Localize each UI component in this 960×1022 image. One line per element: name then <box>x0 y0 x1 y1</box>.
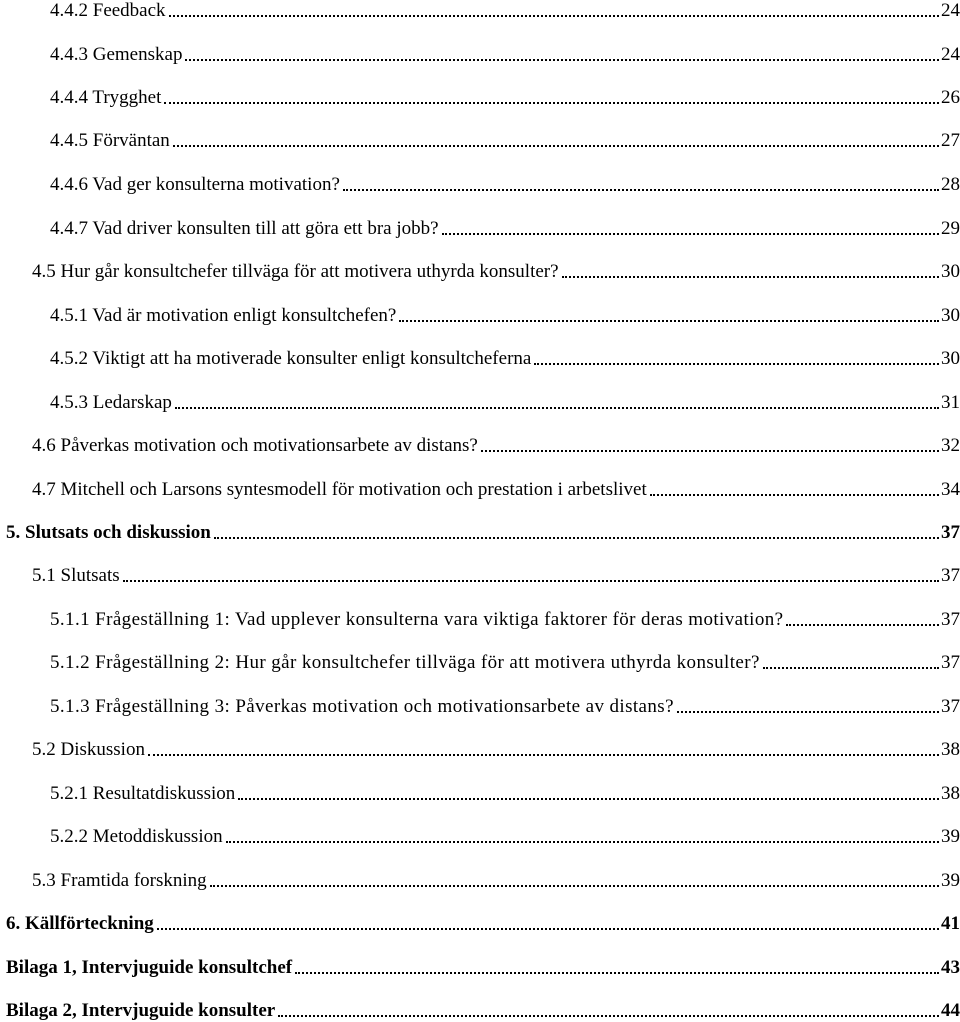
toc-page-number: 37 <box>941 696 960 717</box>
toc-page-number: 37 <box>941 652 960 673</box>
toc-entry-4-7[interactable] <box>0 471 960 501</box>
toc-entry-4-4-4[interactable] <box>0 79 960 109</box>
toc-entry-5-1-3[interactable] <box>0 688 960 718</box>
toc-entry-5-2-1[interactable] <box>0 775 960 805</box>
toc-entry-5-1-1[interactable] <box>0 601 960 631</box>
toc-entry-title: 5.1.1 Frågeställning 1: Vad upplever konsulterna vara viktiga faktorer för deras motivation? <box>50 609 784 630</box>
toc-entry-title: 4.5.3 Ledarskap <box>50 392 172 413</box>
toc-entry-5-2-2[interactable] <box>0 818 960 848</box>
dot-leader <box>175 407 939 409</box>
dot-leader <box>238 798 939 800</box>
dot-leader <box>442 233 939 235</box>
toc-page-number: 29 <box>941 218 960 239</box>
toc-entry-6[interactable] <box>0 905 960 935</box>
toc-page-number: 39 <box>941 870 960 891</box>
toc-entry-title: 4.4.5 Förväntan <box>50 130 170 151</box>
toc-entry-title: 4.4.7 Vad driver konsulten till att göra ett bra jobb? <box>50 218 439 239</box>
toc-page-number: 27 <box>941 130 960 151</box>
toc-entry-title: 5.3 Framtida forskning <box>32 870 207 891</box>
toc-entry-title: 4.6 Påverkas motivation och motivationsarbete av distans? <box>32 435 478 456</box>
toc-entry-title: 5.2.2 Metoddiskussion <box>50 826 223 847</box>
dot-leader <box>278 1015 939 1017</box>
toc-page-number: 34 <box>941 479 960 500</box>
toc-entry-title: 5.1 Slutsats <box>32 565 120 586</box>
toc-entry-title: Bilaga 2, Intervjuguide konsulter <box>6 1000 276 1021</box>
dot-leader <box>157 928 939 930</box>
toc-page-number: 30 <box>941 305 960 326</box>
toc-entry-title: 4.7 Mitchell och Larsons syntesmodell för motivation och prestation i arbetslivet <box>32 479 647 500</box>
toc-entry-4-4-6[interactable] <box>0 166 960 196</box>
dot-leader <box>677 711 939 713</box>
dot-leader <box>185 59 939 61</box>
dot-leader <box>562 276 939 278</box>
toc-entry-4-4-5[interactable] <box>0 122 960 152</box>
toc-page-number: 39 <box>941 826 960 847</box>
toc-page-number: 31 <box>941 392 960 413</box>
toc-page-number: 37 <box>941 565 960 586</box>
toc-page-number: 24 <box>941 0 960 21</box>
toc-page-number: 37 <box>941 609 960 630</box>
dot-leader <box>164 102 939 104</box>
toc-entry-title: 4.5 Hur går konsultchefer tillväga för att motivera uthyrda konsulter? <box>32 261 559 282</box>
dot-leader <box>210 885 939 887</box>
toc-page-number: 30 <box>941 348 960 369</box>
toc-entry-5-1-2[interactable] <box>0 644 960 674</box>
toc-entry-title: 4.4.6 Vad ger konsulterna motivation? <box>50 174 340 195</box>
toc-entry-5-3[interactable] <box>0 862 960 892</box>
dot-leader <box>763 667 939 669</box>
toc-page-number: 37 <box>941 522 960 543</box>
dot-leader <box>481 450 939 452</box>
toc-page-number: 26 <box>941 87 960 108</box>
toc-page-number: 24 <box>941 44 960 65</box>
toc-entry-4-5[interactable] <box>0 253 960 283</box>
toc-page-number: 38 <box>941 783 960 804</box>
toc-entry-title: 4.5.1 Vad är motivation enligt konsultchefen? <box>50 305 397 326</box>
toc-entry-5-1[interactable] <box>0 557 960 587</box>
toc-entry-title: 5.2.1 Resultatdiskussion <box>50 783 236 804</box>
toc-entry-5-2[interactable] <box>0 731 960 761</box>
toc-page-number: 28 <box>941 174 960 195</box>
dot-leader <box>650 494 939 496</box>
dot-leader <box>169 15 939 17</box>
toc-entry-4-4-2[interactable] <box>0 0 960 22</box>
toc-entry-title: 5.1.3 Frågeställning 3: Påverkas motivation och motivationsarbete av distans? <box>50 696 674 717</box>
toc-entry-4-5-1[interactable] <box>0 297 960 327</box>
dot-leader <box>343 189 939 191</box>
dot-leader <box>214 537 939 539</box>
dot-leader <box>226 841 939 843</box>
toc-page-number: 38 <box>941 739 960 760</box>
toc-entry-4-5-2[interactable] <box>0 340 960 370</box>
toc-entry-title: 5.1.2 Frågeställning 2: Hur går konsultchefer tillväga för att motivera uthyrda konsulter? <box>50 652 760 673</box>
toc-page-number: 30 <box>941 261 960 282</box>
dot-leader <box>123 580 939 582</box>
dot-leader <box>295 972 939 974</box>
dot-leader <box>148 754 939 756</box>
toc-page-number: 43 <box>941 957 960 978</box>
toc-entry-4-5-3[interactable] <box>0 384 960 414</box>
toc-page-number: 44 <box>941 1000 960 1021</box>
toc-entry-4-6[interactable] <box>0 427 960 457</box>
toc-entry-5[interactable] <box>0 514 960 544</box>
toc-entry-title: 4.4.4 Trygghet <box>50 87 162 108</box>
dot-leader <box>399 320 939 322</box>
toc-entry-bilaga-1[interactable] <box>0 949 960 979</box>
toc-entry-title: 5. Slutsats och diskussion <box>6 522 211 543</box>
toc-entry-title: 4.4.2 Feedback <box>50 0 166 21</box>
toc-entry-title: 6. Källförteckning <box>6 913 154 934</box>
dot-leader <box>173 145 939 147</box>
toc-page-number: 32 <box>941 435 960 456</box>
dot-leader <box>534 363 939 365</box>
toc-entry-title: 4.5.2 Viktigt att ha motiverade konsulter enligt konsultcheferna <box>50 348 532 369</box>
toc-entry-4-4-3[interactable] <box>0 36 960 66</box>
toc-entry-4-4-7[interactable] <box>0 210 960 240</box>
toc-entry-bilaga-2[interactable] <box>0 992 960 1022</box>
toc-page-number: 41 <box>941 913 960 934</box>
toc-entry-title: 5.2 Diskussion <box>32 739 145 760</box>
toc-entry-title: Bilaga 1, Intervjuguide konsultchef <box>6 957 293 978</box>
toc-entry-title: 4.4.3 Gemenskap <box>50 44 183 65</box>
dot-leader <box>786 624 939 626</box>
